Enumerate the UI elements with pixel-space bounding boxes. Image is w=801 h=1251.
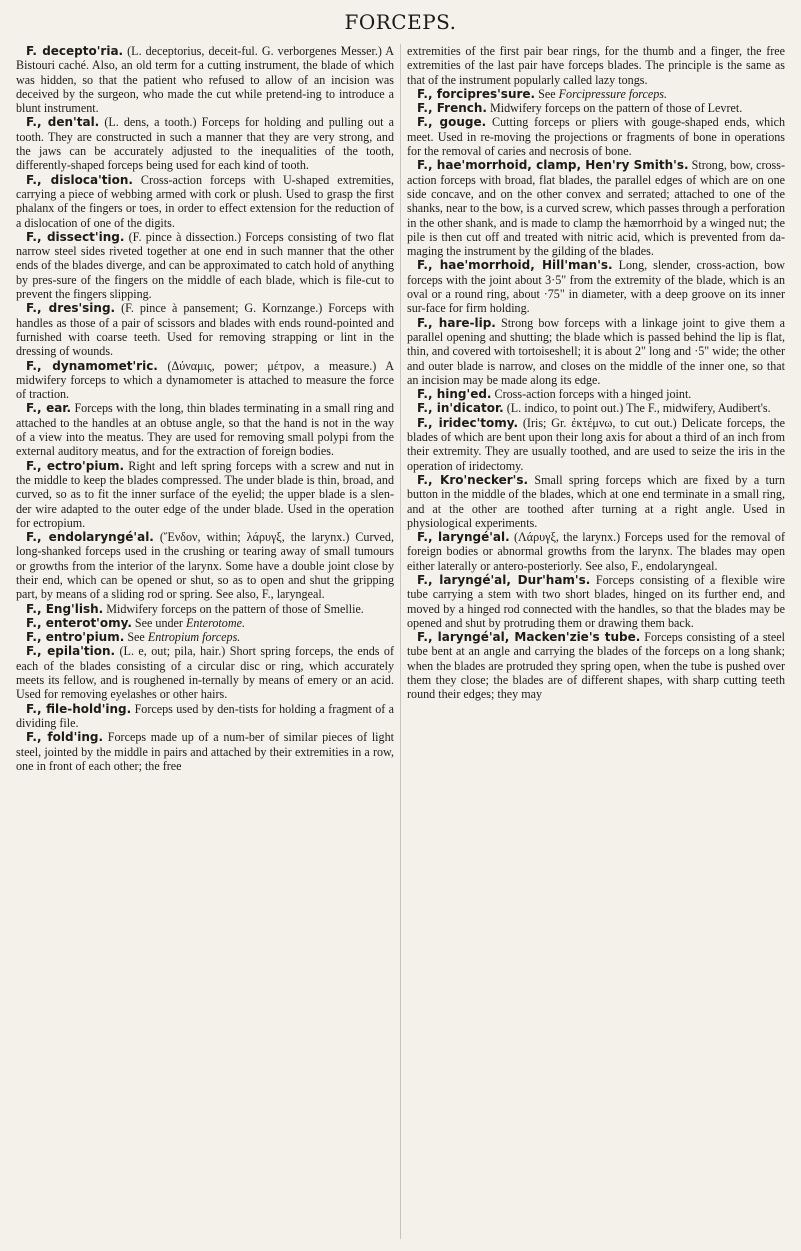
dictionary-entry <box>16 644 394 701</box>
entry-cross-reference: Enterotome. <box>185 615 245 630</box>
dictionary-entry <box>16 602 394 616</box>
entry-definition: (L. deceptorius, deceit-ful. G. verborgenes Messer.) A Bistouri caché. Also, an old term for a cutting instrument, the blade of which was hidden, so that the patient who refused to allow of an incision was deceived by the surgeon, who made the cut while pretend-ing to introduce a blunt instrument. <box>16 44 394 116</box>
entry-definition: Right and left spring forceps with a screw and nut in the middle to keep the blades compressed. The under blade is thin, broad, and curved, so as to fit the inner surface of the eyelid; the upper blade is a slen-der wire adapted to the outer edge of the under blade. Used in the operation for ectropium. <box>16 458 394 530</box>
entry-headword: F., laryngé'al. <box>417 530 510 545</box>
entry-cross-reference: Entropium forceps. <box>147 630 241 645</box>
dictionary-entry <box>16 115 394 172</box>
dictionary-entry <box>16 173 394 230</box>
entry-definition: Midwifery forceps on the pattern of those of Levret. <box>490 101 743 116</box>
entry-definition: Forceps consisting of a steel tube bent at an angle and carrying the blades of the forceps on a long shank; when the blades are protruded they spring open, when the tube is pushed over them they close; the blades are of different shapes, with sharp cutting teeth round their edges; they may <box>407 630 785 702</box>
dictionary-entry <box>16 630 394 644</box>
entry-headword: F., hae'morrhoid, clamp, Hen'ry Smith's. <box>417 158 689 173</box>
entry-definition: (Iris; Gr. ἐκτέμνω, to cut out.) Delicate forceps, the blades of which are bent upon their long axis for about a third of an inch from their extremity. They are usually toothed, and are used to seize the iris in the operation of iridectomy. <box>407 415 785 473</box>
dictionary-entry <box>407 473 785 530</box>
entry-headword: F., endolaryngé'al. <box>26 530 154 545</box>
entry-headword: F., laryngé'al, Macken'zie's tube. <box>417 630 641 645</box>
entry-definition: Midwifery forceps on the pattern of those of Smellie. <box>106 601 364 616</box>
running-head: FORCEPS. <box>344 10 457 34</box>
entry-headword: F., Kro'necker's. <box>417 472 529 487</box>
entry-definition: (Λάρυγξ, the larynx.) Forceps used for the removal of foreign bodies or abnormal growths from the larynx. The blades may open either laterally or antero-posteriorly. See also, F., endolaryngeal. <box>407 530 785 573</box>
dictionary-entry <box>16 616 394 630</box>
entry-definition: Forceps used by den-tists for holding a fragment of a dividing file. <box>16 701 395 730</box>
dictionary-entry <box>16 401 394 458</box>
entry-definition: Strong, bow, cross-action forceps with broad, flat blades, the parallel edges of which are on one side concave, and on the other convex and serrated; attached to one of the shanks, near to the bow, is a curved screw, which passes through a perforation in the other shank, and is made to clamp the hæmorrhoid by a winged nut; the pile is then cut off and treated with nitric acid, which is prevented from da-maging the instrument by the gilding of the blades. <box>407 158 785 259</box>
dictionary-entry <box>16 230 394 301</box>
entry-headword: F., forcipres'sure. <box>417 86 536 101</box>
entry-headword: F., entro'pium. <box>26 630 125 645</box>
entry-headword: F., file-hold'ing. <box>26 701 132 716</box>
entry-headword: F., Eng'lish. <box>26 601 104 616</box>
entry-definition: Strong bow forceps with a linkage joint to give them a parallel opening and shutting; the blade which is passed behind the lip is flat, thin, and covered with tortoiseshell; it is about 2" long and ·5" wide; the other and outer blade is narrow, and closes on the middle of the inner one, so that an incision may be made along its edge. <box>407 315 786 387</box>
entry-headword: F., in'dicator. <box>417 401 504 416</box>
entry-definition: Cutting forceps or pliers with gouge-shaped ends, which meet. Used in re-moving the projections or fragments of bone in operations for the removal of caries and necrosis of bone. <box>407 115 785 159</box>
entry-definition: (F. pince à dissection.) Forceps consisting of two flat narrow steel sides riveted together at one end in such manner that the other ends of the blades diverge, and can be approximated to catch hold of anything by pres-sure of the fingers on the middle of each blade, which is file-cut to prevent the fingers slipping. <box>16 229 395 302</box>
dictionary-entry <box>16 459 394 530</box>
entry-headword: F., hare-lip. <box>417 315 496 330</box>
entry-definition: Forceps consisting of a flexible wire tube carrying a stem with two short blades, hinged on its further end, and moved by a hinged rod connected with the handles, so that the blades may be opened and shut by protruding them or drawing them back. <box>407 572 786 630</box>
entry-headword: F., gouge. <box>417 115 487 130</box>
entry-headword: F., ear. <box>26 401 72 416</box>
entry-lead: See under <box>134 615 186 630</box>
entry-headword: F., dres'sing. <box>26 301 116 316</box>
dictionary-entry <box>407 115 785 158</box>
dictionary-entry <box>16 530 394 601</box>
entry-headword: F., ectro'pium. <box>26 458 125 473</box>
entry-definition: (L. dens, a tooth.) Forceps for holding and pulling out a tooth. They are constructed in such a manner that they are very strong, and the jaws can be accurately adjusted to the inequalities of the tooth, differently-shaped forceps being used for each kind of tooth. <box>16 115 394 173</box>
dictionary-entry <box>16 44 394 115</box>
entry-definition: (L. e, out; pila, hair.) Short spring forceps, the ends of each of the blades consisting of a circular disc or ring, which accurately meets its fellow, and is roughened in-ternally by means of emery or an acid. Used for removing eyelashes or other hairs. <box>16 644 395 702</box>
entry-headword: F., disloca'tion. <box>26 172 133 187</box>
dictionary-entry <box>407 158 785 258</box>
dictionary-entry <box>407 630 785 701</box>
entry-definition: Small spring forceps which are fixed by a turn button in the middle of the blades, which at one end terminate in a small ring, and at the other are toothed after turning at a right angle. Used in physiological experiments. <box>407 472 786 530</box>
entry-definition: Cross-action forceps with a hinged joint. <box>494 387 692 402</box>
entry-cross-reference: Forcipressure forceps. <box>558 86 668 101</box>
entry-headword: F., dynamomet'ric. <box>26 358 158 373</box>
entry-definition: Long, slender, cross-action, bow forceps with the joint about 3·5" from the extremity of the blade, which is an oval or a round ring, about ·75" in diameter, with a deep groove on its inner sur-face for firm holding. <box>407 258 785 316</box>
entry-headword: F., hing'ed. <box>417 387 492 402</box>
dictionary-entry <box>407 573 785 630</box>
entry-headword: F., iridec'tomy. <box>417 415 519 430</box>
entry-definition: (L. indico, to point out.) The F., midwifery, Audibert's. <box>506 401 771 416</box>
dictionary-entry <box>407 416 785 473</box>
entry-definition: extremities of the first pair bear rings, for the thumb and a finger, the free extremities of the last pair have forceps blades. The principle is the same as that of the instrument popularly called lazy tongs. <box>407 44 785 87</box>
entry-headword: F., fold'ing. <box>26 730 104 745</box>
dictionary-entry <box>16 730 394 773</box>
entry-headword: F., laryngé'al, Dur'ham's. <box>417 572 591 587</box>
dictionary-entry <box>16 359 394 402</box>
dictionary-entry <box>407 401 785 415</box>
entry-definition: Forceps made up of a num-ber of similar pieces of light steel, jointed by the middle in pairs and attached by their extremities in a row, one in front of each other; the free <box>16 730 394 773</box>
entry-headword: F., hae'morrhoid, Hill'man's. <box>417 258 613 273</box>
dictionary-entry <box>16 301 394 358</box>
right-column <box>407 44 785 773</box>
entry-lead: See <box>538 86 559 101</box>
dictionary-entry <box>16 702 394 731</box>
entry-definition: (Δύναμις, power; μέτρον, a measure.) A midwifery forceps to which a dynamometer is attached to measure the force of traction. <box>16 358 394 402</box>
entry-headword: F., epila'tion. <box>26 644 116 659</box>
dictionary-entry <box>407 44 785 87</box>
entry-headword: F., French. <box>417 101 487 116</box>
entry-headword: F., den'tal. <box>26 115 100 130</box>
entry-definition: (Ἔνδον, within; λάρυγξ, the larynx.) Curved, long-shanked forceps used in the crushing or tearing away of small tumours or growths from the interior of the larynx. Some have a double joint close by their end, which can be opened or shut, so as to open and shut the gripping part, by means of a sliding rod or spring. See also, F., laryngeal. <box>16 530 394 602</box>
dictionary-entry <box>407 530 785 573</box>
entry-definition: Forceps with the long, thin blades terminating in a small ring and attached to the handles at an obtuse angle, so that the hand is not in the way of a view into the meatus. They are used for removing small polypi from the external auditory meatus, and for the extraction of foreign bodies. <box>16 401 394 459</box>
dictionary-entry <box>407 87 785 101</box>
entry-headword: F., enterot'omy. <box>26 615 132 630</box>
left-column <box>16 44 394 773</box>
dictionary-entry <box>407 387 785 401</box>
entry-lead: See <box>127 630 148 645</box>
column-divider <box>400 44 401 1239</box>
dictionary-entry <box>407 258 785 315</box>
dictionary-entry <box>407 316 785 387</box>
dictionary-entry <box>407 101 785 115</box>
entry-definition: Cross-action forceps with U-shaped extremities, carrying a piece of webbing armed with cork or plush. Used to grasp the first phalanx of the fingers or toes, in order to effect extension for the reduction of a dislocation of one of the digits. <box>16 172 394 230</box>
entry-headword: F., dissect'ing. <box>26 229 125 244</box>
entry-headword: F. decepto'ria. <box>26 44 124 58</box>
entry-definition: (F. pince à pansement; G. Kornzange.) Forceps with handles as those of a pair of scissors and blades with ends round-pointed and furnished with coarse teeth. Used for removing strapping or lint in the dressing of wounds. <box>16 301 394 359</box>
